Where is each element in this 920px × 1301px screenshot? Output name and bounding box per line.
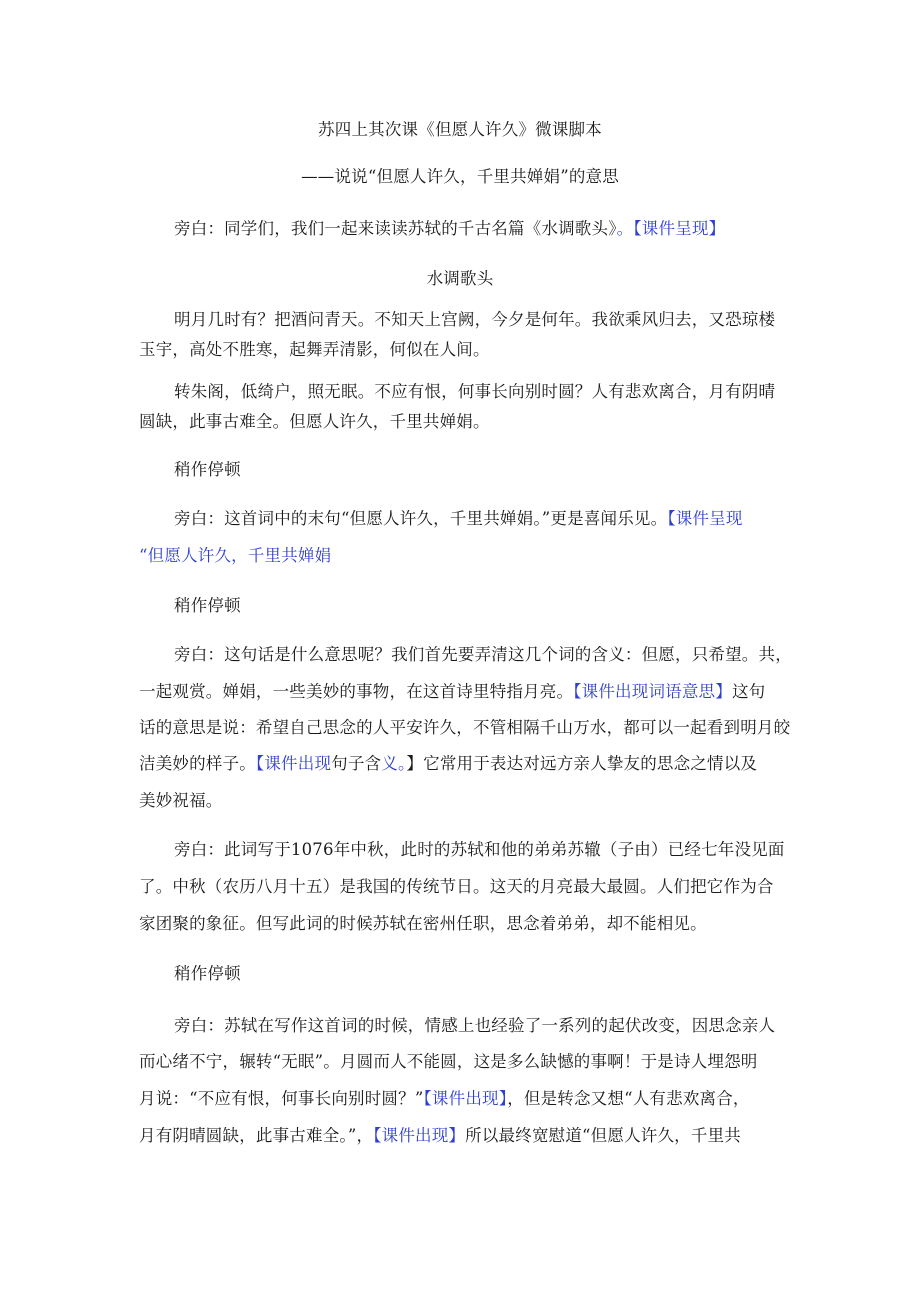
pause-note: 稍作停顿 [174, 596, 241, 615]
poem-line: 明月几时有？把酒问青天。不知天上宫阙，今夕是何年。我欲乘风归去，又恐琼楼 [174, 310, 776, 329]
pause-note: 稍作停顿 [174, 460, 241, 479]
narration-text: 旁白：同学们，我们一起来读读苏轼的千古名篇《水调歌头》 [174, 219, 617, 238]
narration-line: 旁白：此词写于1076年中秋，此时的苏轼和他的弟弟苏辙（子由）已经七年没见面 [174, 840, 785, 859]
narration-line [139, 678, 765, 702]
courseware-cue: 。【课件呈现】 [616, 219, 726, 238]
narration-line: 了。中秋（农历八月十五）是我国的传统节日。这天的月亮最大最圆。人们把它作为合 [139, 877, 774, 896]
narration-line [139, 1122, 741, 1146]
narration-line: 话的意思是说：希望自己思念的人平安许久，不管相隔千山万水，都可以一起看到明月皎 [139, 718, 791, 737]
narration-text: 洁美妙的样子。 [139, 754, 256, 773]
poem-line: 玉宇，高处不胜寒，起舞弄清影，何似在人间。 [139, 340, 490, 359]
poem-line: 圆缺，此事古难全。但愿人许久，千里共婵娟。 [139, 412, 490, 431]
narration-line [139, 1085, 750, 1109]
narration-text: ，但是转念又想“人有悲欢离合， [507, 1089, 750, 1108]
narration-text: 】它常用于表达对远方亲人挚友的思念之情以及 [406, 754, 758, 773]
courseware-cue: 【课件呈现 [667, 509, 743, 528]
courseware-cue: 【课件出现词语意思】 [573, 682, 732, 701]
courseware-cue: 【课件出现 [255, 754, 332, 773]
narration-text: 句子含 [331, 754, 382, 773]
narration-text: 这句 [731, 682, 766, 701]
document-title: 苏四上其次课《但愿人许久》微课脚本 [318, 120, 602, 139]
narration-line: 旁白：苏轼在写作这首词的时候，情感上也经验了一系列的起伏改变，因思念亲人 [174, 1016, 776, 1035]
narration-line: 而心绪不宁，辗转“无眠”。月圆而人不能圆，这是多么缺憾的事啊！于是诗人埋怨明 [139, 1052, 758, 1071]
courseware-cue: 义。 [381, 754, 407, 773]
narration-line: 旁白：这句话是什么意思呢？我们首先要弄清这几个词的含义：但愿，只希望。共， [174, 645, 792, 664]
narration-text: 所以最终宽慰道“但愿人许久，千里共 [465, 1126, 741, 1145]
narration-text: 旁白：这首词中的末句“但愿人许久，千里共婵娟。”更是喜闻乐见。 [174, 509, 668, 528]
narration-text: 一起观赏。婵娟，一些美妙的事物，在这首诗里特指月亮。 [139, 682, 574, 701]
narration-text: 月有阴晴圆缺，此事古难全。”， [139, 1126, 374, 1145]
narration-line: 美妙祝福。 [139, 791, 223, 810]
narration-line: 家团聚的象征。但写此词的时候苏轼在密州任职，思念着弟弟，却不能相见。 [139, 914, 707, 933]
narration-intro [174, 215, 725, 239]
narration-line [139, 750, 757, 774]
courseware-cue: 【课件出现】 [373, 1126, 466, 1145]
pause-note: 稍作停顿 [174, 964, 241, 983]
narration-line [174, 505, 743, 529]
courseware-cue: “但愿人许久，千里共婵娟 [139, 546, 332, 565]
poem-title: 水调歌头 [426, 269, 494, 288]
narration-text: 月说：“不应有恨，何事长向别时圆？” [139, 1089, 424, 1108]
poem-line: 转朱阁，低绮户，照无眠。不应有恨，何事长向别时圆？人有悲欢离合，月有阴晴 [174, 382, 776, 401]
document-subtitle: ——说说“但愿人许久，千里共婵娟”的意思 [301, 167, 619, 186]
courseware-cue: 【课件出现】 [423, 1089, 508, 1108]
